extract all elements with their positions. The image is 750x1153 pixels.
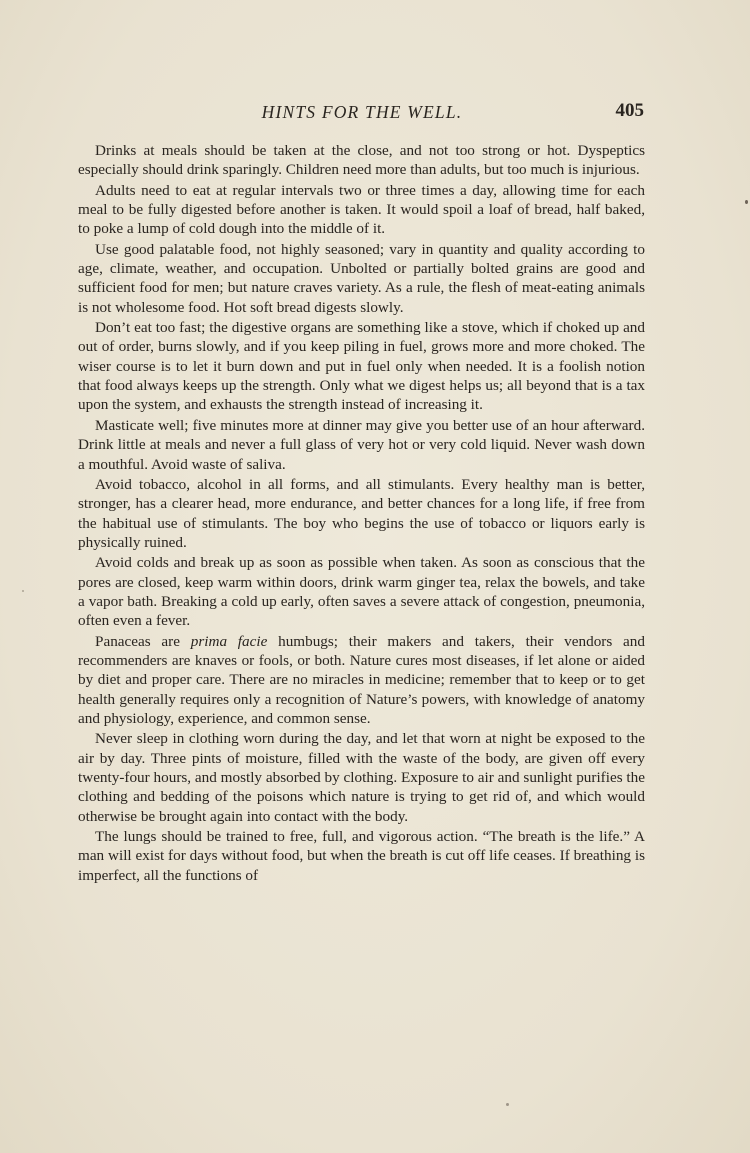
paragraph-colds: Avoid colds and break up as soon as possible when taken. As soon as conscious that the pores are closed, keep warm within doors, drink warm ginger tea, relax the bowels, and take a vapor bath. Breaking a cold up early, often saves a severe attack of congestion, pneumonia, often even a fever. — [78, 554, 645, 630]
body-text — [78, 141, 645, 886]
paragraph-lungs: The lungs should be trained to free, full, and vigorous action. “The breath is the life.” A man will exist for days without food, but when the breath is cut off life ceases. If breathing is imperfect, all the functions of — [78, 828, 645, 884]
paper-speck — [506, 1103, 509, 1106]
paragraph-regular-intervals: Adults need to eat at regular intervals two or three times a day, allowing time for each meal to be fully digested before another is taken. It would spoil a loaf of bread, half baked, to poke a lump of cold dough into the middle of it. — [78, 181, 645, 238]
panaceas-rest-text: humbugs; their makers and takers, their vendors and recommenders are knaves or fools, or both. Nature cures most diseases, if let alone or aided by diet and proper care. There are no miracles in medicine; remember that to keep or to get health generally requires only a recognition of Nature’s powers, with knowledge of anatomy and physiology, experience, and common sense. — [78, 632, 645, 727]
page-number: 405 — [615, 100, 644, 121]
paragraph-stimulants: Avoid tobacco, alcohol in all forms, and all stimulants. Every healthy man is better, stronger, has a clearer head, more endurance, and better chances for a long life, if free from the habitual use of stimulants. The boy who begins the use of tobacco or liquors early is physically ruined. — [78, 475, 645, 551]
paragraph-panaceas — [78, 632, 645, 729]
running-head: HINTS FOR THE WELL. — [261, 102, 463, 122]
paragraph-drinks-at-meals: Drinks at meals should be taken at the close, and not too strong or hot. Dyspeptics especially should drink sparingly. Children need more than adults, but too much is injurious. — [78, 142, 645, 179]
paper-speck — [745, 200, 748, 204]
paragraph-palatable-food: Use good palatable food, not highly seasoned; vary in quantity and quality according to age, climate, weather, and occupation. Unbolted or partially bolted grains are good and sufficient food for men; but nature craves variety. As a rule, the flesh of meat-eating animals is not wholesome food. Hot soft bread digests slowly. — [78, 240, 645, 316]
paragraph-eating-too-fast: Don’t eat too fast; the digestive organs are something like a stove, which if choked up and out of order, burns slowly, and if you keep piling in fuel, grows more and more choked. The wiser course is to let it burn down and put in fuel only when needed. It is a foolish notion that food always keeps up the strength. Only what we digest helps us; all beyond that is a tax upon the system, and exhausts the strength instead of increasing it. — [78, 319, 645, 414]
panaceas-lead-text: Panaceas are — [95, 632, 191, 650]
page-header — [80, 100, 644, 126]
paper-speck — [22, 590, 24, 592]
paragraph-sleep-clothing: Never sleep in clothing worn during the day, and let that worn at night be exposed to the air by day. Three pints of moisture, filled with the waste of the body, are given off every twenty-four hours, and mostly absorbed by clothing. Exposure to air and sunlight purifies the clothing and bedding of the poisons which nature is trying to get rid of, and which would otherwise be brought again into contact with the body. — [78, 730, 645, 825]
paragraph-masticate: Masticate well; five minutes more at dinner may give you better use of an hour afterward. Drink little at meals and never a full glass of very hot or very cold liquid. Never wash down a mouthful. Avoid waste of saliva. — [78, 416, 645, 473]
prima-facie-phrase: prima facie — [190, 632, 268, 650]
